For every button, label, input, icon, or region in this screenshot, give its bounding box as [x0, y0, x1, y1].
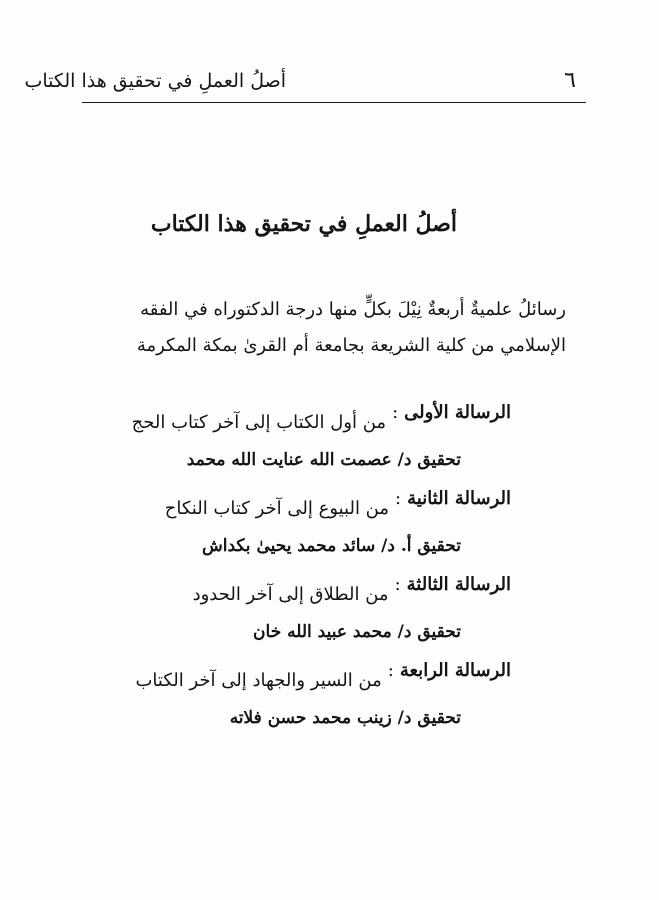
thesis-range: من السير والجهاد إلى آخر الكتاب: [135, 670, 382, 691]
thesis-investigator: تحقيق د/ محمد عبيد الله خان: [253, 622, 461, 642]
thesis-separator: :: [387, 660, 394, 681]
intro-paragraph: [136, 292, 566, 364]
thesis-investigator: تحقيق أ. د/ سائد محمد يحيىٰ بكداش: [202, 536, 461, 556]
thesis-separator: :: [392, 402, 399, 423]
thesis-label: الرسالة الرابعة: [399, 660, 511, 681]
thesis-item-2: [91, 484, 511, 570]
thesis-title: [135, 656, 511, 691]
thesis-title: [192, 570, 511, 605]
theses-list: [91, 398, 511, 742]
thesis-title: [131, 398, 511, 433]
thesis-separator: :: [394, 574, 401, 595]
running-title: أصلُ العملِ في تحقيق هذا الكتاب: [24, 70, 286, 92]
thesis-item-1: [91, 398, 511, 484]
thesis-separator: :: [395, 488, 402, 509]
running-header: [24, 66, 586, 103]
thesis-label: الرسالة الثانية: [407, 488, 511, 509]
intro-line-1: رسائلُ علميةٌ أربعةٌ نِيْلَ بكلٍّ منها درجة الدكتوراه في الفقه: [140, 299, 566, 320]
thesis-title: [164, 484, 511, 519]
thesis-label: الرسالة الثالثة: [406, 574, 511, 595]
thesis-range: من البيوع إلى آخر كتاب النكاح: [164, 498, 390, 519]
thesis-investigator: تحقيق د/ عصمت الله عنايت الله محمد: [186, 450, 461, 470]
page-number: ٦: [564, 68, 576, 93]
thesis-label: الرسالة الأولى: [404, 402, 511, 423]
section-title: أصلُ العملِ في تحقيق هذا الكتاب: [150, 211, 457, 237]
thesis-range: من أول الكتاب إلى آخر كتاب الحج: [131, 412, 387, 433]
thesis-item-3: [91, 570, 511, 656]
thesis-range: من الطلاق إلى آخر الحدود: [192, 584, 389, 605]
thesis-item-4: [91, 656, 511, 742]
thesis-investigator: تحقيق د/ زينب محمد حسن فلاته: [229, 708, 461, 728]
intro-line-2: الإسلامي من كلية الشريعة بجامعة أم القرىٰ بمكة المكرمة: [136, 335, 566, 356]
